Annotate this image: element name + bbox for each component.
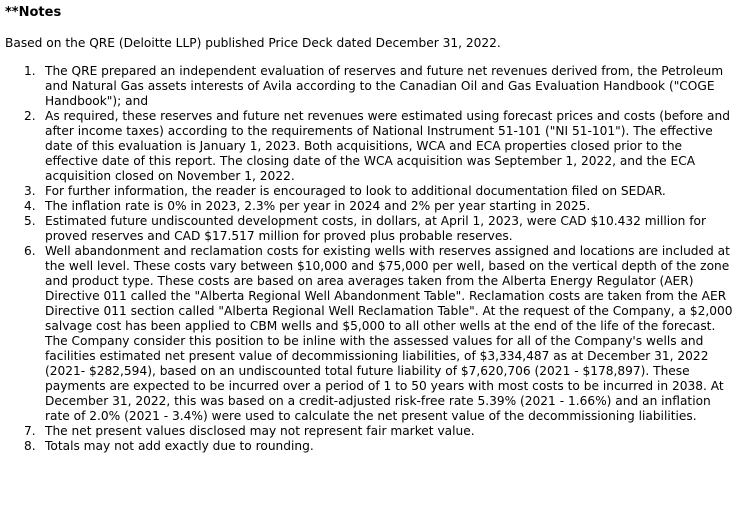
- note-number: 8.: [24, 439, 36, 453]
- note-item-8: [5, 439, 737, 454]
- note-text: As required, these reserves and future net revenues were estimated using forecast prices and costs (before and after income taxes) according to the requirements of National Instrument 51-101 ("NI 51-101"). The effective date of this evaluation is January 1, 2023. Both acquisitions, WCA and ECA properties closed prior to the effective date of this report. The closing date of the WCA acquisition was September 1, 2022, and the ECA acquisition closed on November 1, 2022.: [45, 109, 730, 183]
- notes-document: [5, 6, 737, 454]
- note-number: 4.: [24, 199, 36, 213]
- note-text: The QRE prepared an independent evaluation of reserves and future net revenues derived from, the Petroleum and Natural Gas assets interests of Avila according to the Canadian Oil and Gas Evaluation Handbook ("COGE Handbook"); and: [45, 64, 724, 108]
- note-number: 5.: [24, 214, 36, 228]
- notes-heading: **Notes: [5, 5, 62, 20]
- note-number: 7.: [24, 424, 36, 438]
- note-number: 3.: [24, 184, 36, 198]
- note-text: The net present values disclosed may not represent fair market value.: [45, 424, 475, 438]
- note-number: 1.: [24, 64, 36, 78]
- note-item-5: [5, 214, 737, 244]
- price-deck-intro: Based on the QRE (Deloitte LLP) published Price Deck dated December 31, 2022.: [5, 36, 501, 50]
- note-item-1: [5, 64, 737, 109]
- note-number: 6.: [24, 244, 36, 258]
- note-text: Estimated future undiscounted development costs, in dollars, at April 1, 2023, were CAD $10.432 million for proved reserves and CAD $17.517 million for proved plus probable reserves.: [45, 214, 706, 243]
- note-text: Well abandonment and reclamation costs for existing wells with reserves assigned and locations are included at the well level. These costs vary between $10,000 and $75,000 per well, based on the vertical depth of the zone and product type. These costs are based on area averages taken from the Alberta Energy Regulator (AER) Directive 011 called the "Alberta Regional Well Abandonment Table". Reclamation costs are taken from the AER Directive 011 section called "Alberta Regional Well Reclamation Table". At the request of the Company, a $2,000 salvage cost has been applied to CBM wells and $5,000 to all other wells at the end of the life of the forecast. The Company consider this position to be inline with the assessed values for all of the Company's wells and facilities estimated net present value of decommissioning liabilities, of $3,334,487 as at December 31, 2022 (2021- $282,594), based on an undiscounted total future liability of $7,620,706 (2021 - $178,897). These payments are expected to be incurred over a period of 1 to 50 years with most costs to be incurred in 2038. At December 31, 2022, this was based on a credit-adjusted risk-free rate 5.39% (2021 - 1.66%) and an inflation rate of 2.0% (2021 - 3.4%) were used to calculate the net present value of the decommissioning liabilities.: [45, 244, 733, 423]
- note-number: 2.: [24, 109, 36, 123]
- note-text: For further information, the reader is encouraged to look to additional documentation filed on SEDAR.: [45, 184, 666, 198]
- note-item-2: [5, 109, 737, 184]
- note-text: The inflation rate is 0% in 2023, 2.3% per year in 2024 and 2% per year starting in 2025.: [45, 199, 591, 213]
- notes-list: [5, 64, 737, 454]
- note-text: Totals may not add exactly due to rounding.: [45, 439, 314, 453]
- note-item-4: [5, 199, 737, 214]
- note-item-7: [5, 424, 737, 439]
- note-item-6: [5, 244, 737, 424]
- note-item-3: [5, 184, 737, 199]
